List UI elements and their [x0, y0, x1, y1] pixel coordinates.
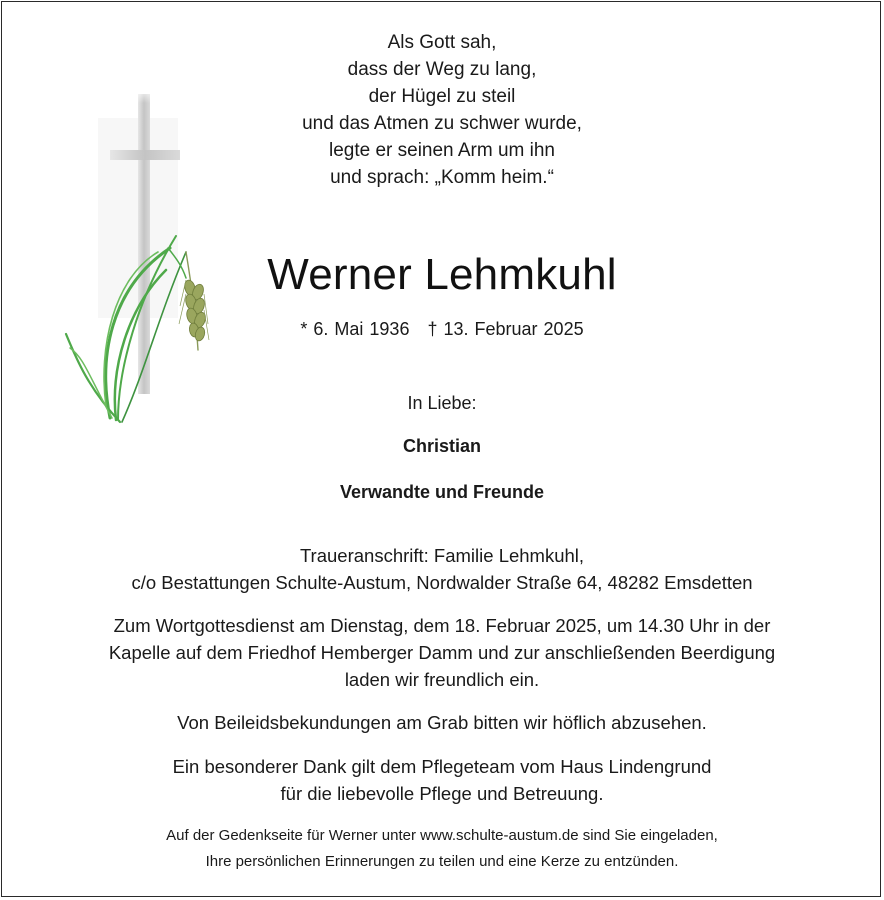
- life-dates: [0, 317, 884, 341]
- service-line: Kapelle auf dem Friedhof Hemberger Damm und zur anschließenden Beerdigung: [108, 642, 776, 663]
- deceased-name: Werner Lehmkuhl: [267, 250, 617, 299]
- birth-date: * 6. Mai 1936: [300, 319, 410, 339]
- service-line: laden wir freundlich ein.: [344, 669, 540, 690]
- online-memorial-note: [0, 823, 884, 875]
- condolence-note: Von Beileidsbekundungen am Grab bitten wir höflich abzusehen.: [177, 712, 707, 733]
- poem-line: der Hügel zu steil: [368, 86, 516, 107]
- poem-line: und sprach: „Komm heim.“: [330, 167, 554, 188]
- poem-line: Als Gott sah,: [387, 32, 497, 53]
- address-line: c/o Bestattungen Schulte-Austum, Nordwalder Straße 64, 48282 Emsdetten: [131, 572, 753, 593]
- poem: [0, 29, 884, 191]
- online-memorial-line: Auf der Gedenkseite für Werner unter www.schulte-austum.de sind Sie eingeladen,: [166, 827, 718, 844]
- mourners-others: Verwandte und Freunde: [339, 482, 545, 502]
- poem-line: legte er seinen Arm um ihn: [328, 140, 555, 161]
- thanks-line: für die liebevolle Pflege und Betreuung.: [280, 783, 604, 804]
- thanks-note: [0, 753, 884, 807]
- address-line: Traueranschrift: Familie Lehmkuhl,: [299, 545, 585, 566]
- online-memorial-line: Ihre persönlichen Erinnerungen zu teilen und eine Kerze zu entzünden.: [205, 853, 679, 870]
- poem-line: und das Atmen zu schwer wurde,: [302, 113, 582, 134]
- death-date: † 13. Februar 2025: [427, 319, 584, 339]
- service-announcement: [0, 612, 884, 693]
- service-line: Zum Wortgottesdienst am Dienstag, dem 18. Februar 2025, um 14.30 Uhr in der: [113, 615, 771, 636]
- mourners-intro: In Liebe:: [407, 393, 477, 413]
- mourning-address: [0, 542, 884, 596]
- thanks-line: Ein besonderer Dank gilt dem Pflegeteam vom Haus Lindengrund: [172, 756, 712, 777]
- poem-line: dass der Weg zu lang,: [347, 59, 537, 80]
- mourner-primary: Christian: [402, 436, 481, 456]
